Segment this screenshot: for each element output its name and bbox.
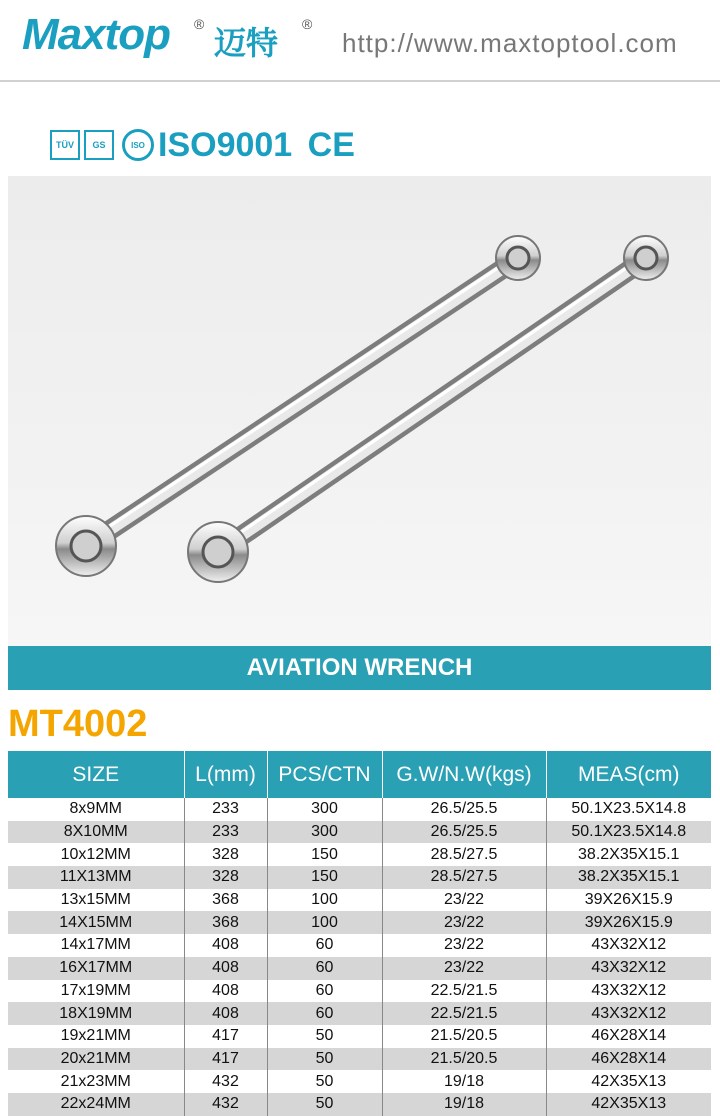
cell-pcs-ctn: 300	[267, 798, 382, 821]
table-row	[8, 798, 711, 821]
cell-pcs-ctn: 100	[267, 911, 382, 934]
cell-meas: 38.2X35X15.1	[546, 866, 711, 889]
cell-length: 408	[184, 934, 267, 957]
cell-meas: 39X26X15.9	[546, 889, 711, 912]
model-number: MT4002	[8, 703, 148, 745]
table-row	[8, 1070, 711, 1093]
cell-meas: 50.1X23.5X14.8	[546, 798, 711, 821]
cell-size: 8X10MM	[8, 821, 184, 844]
cell-length: 233	[184, 798, 267, 821]
tuv-badge-icon: TÜV	[50, 130, 80, 160]
cell-size: 16X17MM	[8, 957, 184, 980]
cell-length: 408	[184, 980, 267, 1003]
iso-label: ISO9001	[158, 126, 293, 164]
cell-length: 368	[184, 911, 267, 934]
cell-pcs-ctn: 50	[267, 1093, 382, 1116]
cell-weight: 22.5/21.5	[382, 980, 546, 1003]
header	[0, 0, 720, 80]
cell-weight: 23/22	[382, 911, 546, 934]
product-title-bar	[8, 646, 711, 690]
cell-meas: 50.1X23.5X14.8	[546, 821, 711, 844]
spec-table	[8, 751, 711, 1116]
gs-badge-icon: GS	[84, 130, 114, 160]
ce-mark: CE	[307, 126, 355, 164]
cell-weight: 22.5/21.5	[382, 1002, 546, 1025]
table-row	[8, 911, 711, 934]
cell-meas: 39X26X15.9	[546, 911, 711, 934]
cell-size: 20x21MM	[8, 1048, 184, 1071]
cell-meas: 43X32X12	[546, 980, 711, 1003]
table-row	[8, 866, 711, 889]
cell-weight: 21.5/20.5	[382, 1048, 546, 1071]
cell-pcs-ctn: 50	[267, 1070, 382, 1093]
cell-size: 19x21MM	[8, 1025, 184, 1048]
cell-pcs-ctn: 60	[267, 1002, 382, 1025]
cell-length: 432	[184, 1070, 267, 1093]
product-photo	[8, 176, 711, 646]
cell-pcs-ctn: 300	[267, 821, 382, 844]
wrench-right	[188, 236, 668, 582]
product-title: AVIATION WRENCH	[246, 654, 473, 681]
cell-meas: 46X28X14	[546, 1048, 711, 1071]
website-url[interactable]: http://www.maxtoptool.com	[342, 28, 678, 58]
cell-weight: 19/18	[382, 1070, 546, 1093]
cell-size: 14X15MM	[8, 911, 184, 934]
cell-size: 22x24MM	[8, 1093, 184, 1116]
wrench-illustration	[8, 176, 711, 646]
table-row	[8, 934, 711, 957]
cell-length: 328	[184, 843, 267, 866]
cell-pcs-ctn: 100	[267, 889, 382, 912]
cell-length: 233	[184, 821, 267, 844]
col-header-pcs-ctn: PCS/CTN	[267, 751, 382, 798]
cell-weight: 23/22	[382, 957, 546, 980]
cell-size: 11X13MM	[8, 866, 184, 889]
cell-length: 417	[184, 1048, 267, 1071]
registered-mark: ®	[194, 16, 205, 32]
wrench-left	[56, 236, 540, 576]
cell-pcs-ctn: 150	[267, 843, 382, 866]
table-row	[8, 1048, 711, 1071]
cell-pcs-ctn: 60	[267, 980, 382, 1003]
table-row	[8, 843, 711, 866]
cell-size: 18X19MM	[8, 1002, 184, 1025]
brand-logo: Maxtop	[22, 10, 170, 59]
table-row	[8, 957, 711, 980]
cell-pcs-ctn: 60	[267, 957, 382, 980]
cell-weight: 28.5/27.5	[382, 866, 546, 889]
cell-pcs-ctn: 60	[267, 934, 382, 957]
cell-meas: 43X32X12	[546, 934, 711, 957]
col-header-weight: G.W/N.W(kgs)	[382, 751, 546, 798]
cell-size: 17x19MM	[8, 980, 184, 1003]
cell-meas: 42X35X13	[546, 1070, 711, 1093]
table-row	[8, 980, 711, 1003]
registered-mark-cn: ®	[302, 16, 313, 32]
table-row	[8, 1025, 711, 1048]
cell-size: 10x12MM	[8, 843, 184, 866]
iso-seal-icon: ISO	[122, 129, 154, 161]
cell-pcs-ctn: 50	[267, 1048, 382, 1071]
iso-certification	[158, 126, 355, 165]
cell-pcs-ctn: 150	[267, 866, 382, 889]
cell-length: 408	[184, 1002, 267, 1025]
col-header-length: L(mm)	[184, 751, 267, 798]
cell-weight: 26.5/25.5	[382, 821, 546, 844]
cell-length: 368	[184, 889, 267, 912]
header-divider	[0, 80, 720, 82]
cell-weight: 28.5/27.5	[382, 843, 546, 866]
cell-weight: 23/22	[382, 889, 546, 912]
col-header-size: SIZE	[8, 751, 184, 798]
cell-weight: 23/22	[382, 934, 546, 957]
cell-meas: 43X32X12	[546, 957, 711, 980]
cell-weight: 19/18	[382, 1093, 546, 1116]
cell-meas: 43X32X12	[546, 1002, 711, 1025]
table-row	[8, 1002, 711, 1025]
cell-length: 417	[184, 1025, 267, 1048]
cell-weight: 26.5/25.5	[382, 798, 546, 821]
col-header-meas: MEAS(cm)	[546, 751, 711, 798]
cell-length: 328	[184, 866, 267, 889]
cell-size: 14x17MM	[8, 934, 184, 957]
cell-size: 13x15MM	[8, 889, 184, 912]
cell-length: 432	[184, 1093, 267, 1116]
cell-length: 408	[184, 957, 267, 980]
cell-meas: 42X35X13	[546, 1093, 711, 1116]
cell-size: 8x9MM	[8, 798, 184, 821]
cell-weight: 21.5/20.5	[382, 1025, 546, 1048]
table-row	[8, 821, 711, 844]
cell-pcs-ctn: 50	[267, 1025, 382, 1048]
brand-logo-cn: 迈特	[214, 24, 279, 62]
table-row	[8, 889, 711, 912]
table-header-row	[8, 751, 711, 798]
cell-meas: 46X28X14	[546, 1025, 711, 1048]
cell-size: 21x23MM	[8, 1070, 184, 1093]
table-row	[8, 1093, 711, 1116]
cell-meas: 38.2X35X15.1	[546, 843, 711, 866]
